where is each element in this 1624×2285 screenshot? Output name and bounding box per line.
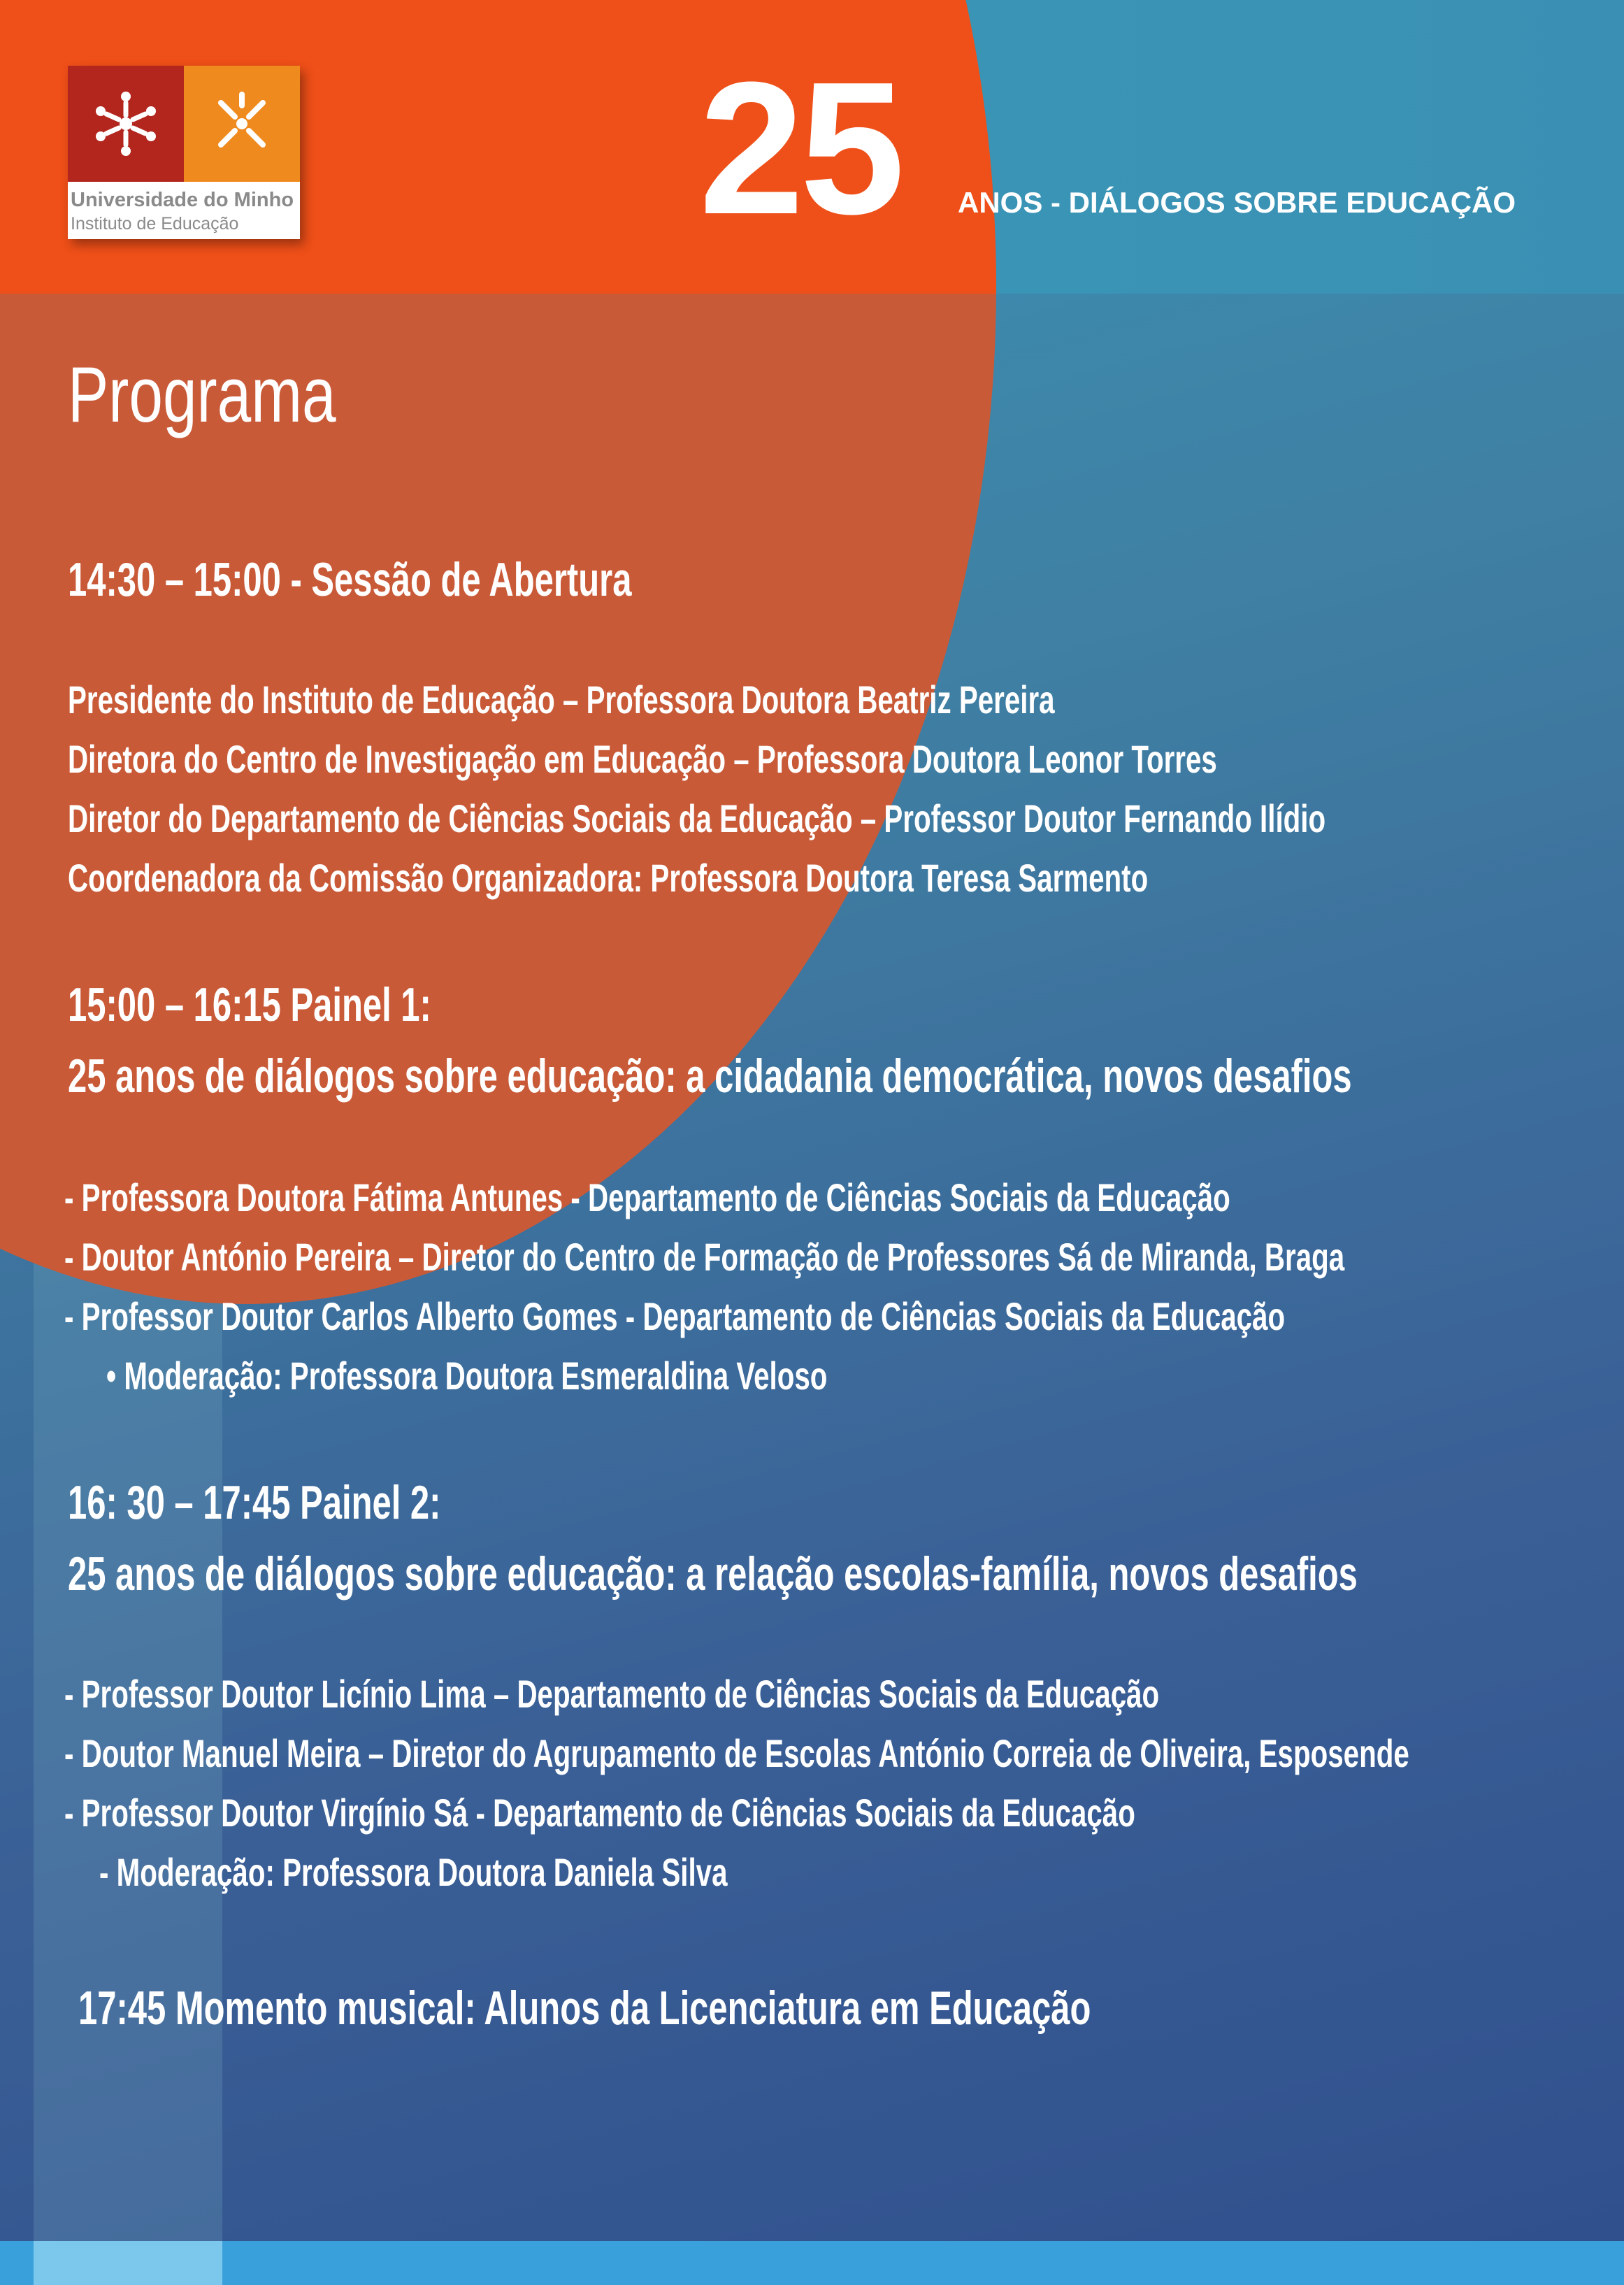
logo-university-name: Universidade do Minho	[71, 189, 294, 211]
panel-1-speaker: - Professor Doutor Carlos Alberto Gomes - Departamento de Ciências Sociais da Educação	[64, 1294, 1286, 1338]
session-1-heading: 14:30 – 15:00 - Sessão de Abertura	[68, 553, 632, 606]
panel-2-heading: 16: 30 – 17:45 Painel 2:	[68, 1476, 441, 1529]
university-logo	[68, 66, 300, 239]
session-1-line: Diretora do Centro de Investigação em Educação – Professora Doutora Leonor Torres	[68, 737, 1217, 781]
logo-orange-square	[184, 66, 300, 182]
closing-item: 17:45 Momento musical: Alunos da Licenciatura em Educação	[78, 1982, 1091, 2035]
panel-1-speaker: - Doutor António Pereira – Diretor do Centro de Formação de Professores Sá de Miranda, Braga	[64, 1235, 1345, 1279]
session-1-line: Coordenadora da Comissão Organizadora: Professora Doutora Teresa Sarmento	[68, 856, 1149, 900]
bottom-strip-accent	[34, 2241, 222, 2285]
panel-1-moderation: • Moderação: Professora Doutora Esmeraldina Veloso	[106, 1354, 828, 1398]
bottom-strip	[0, 2241, 1624, 2285]
asterisk-icon	[91, 89, 161, 159]
panel-2-title: 25 anos de diálogos sobre educação: a relação escolas-família, novos desafios	[68, 1547, 1358, 1600]
cross-asterisk-icon	[207, 89, 277, 159]
panel-2-moderation: - Moderação: Professora Doutora Daniela Silva	[99, 1850, 728, 1894]
logo-institute-name: Instituto de Educação	[71, 214, 239, 234]
panel-1-heading: 15:00 – 16:15 Painel 1:	[68, 978, 431, 1031]
anniversary-number: 25	[699, 43, 901, 254]
event-title: ANOS - DIÁLOGOS SOBRE EDUCAÇÃO	[958, 186, 1516, 219]
panel-1-speaker: - Professora Doutora Fátima Antunes - Departamento de Ciências Sociais da Educação	[64, 1175, 1230, 1219]
panel-1-title: 25 anos de diálogos sobre educação: a cidadania democrática, novos desafios	[68, 1050, 1352, 1103]
page-title: Programa	[68, 351, 336, 438]
panel-2-speaker: - Professor Doutor Licínio Lima – Departamento de Ciências Sociais da Educação	[64, 1672, 1160, 1716]
panel-2-speaker: - Doutor Manuel Meira – Diretor do Agrupamento de Escolas António Correia de Oliveira, Esposende	[64, 1731, 1409, 1775]
session-1-line: Presidente do Instituto de Educação – Professora Doutora Beatriz Pereira	[68, 678, 1055, 722]
logo-red-square	[68, 66, 184, 182]
session-1-line: Diretor do Departamento de Ciências Sociais da Educação – Professor Doutor Fernando Ilídio	[68, 796, 1326, 840]
panel-2-speaker: - Professor Doutor Virgínio Sá - Departamento de Ciências Sociais da Educação	[64, 1791, 1135, 1835]
